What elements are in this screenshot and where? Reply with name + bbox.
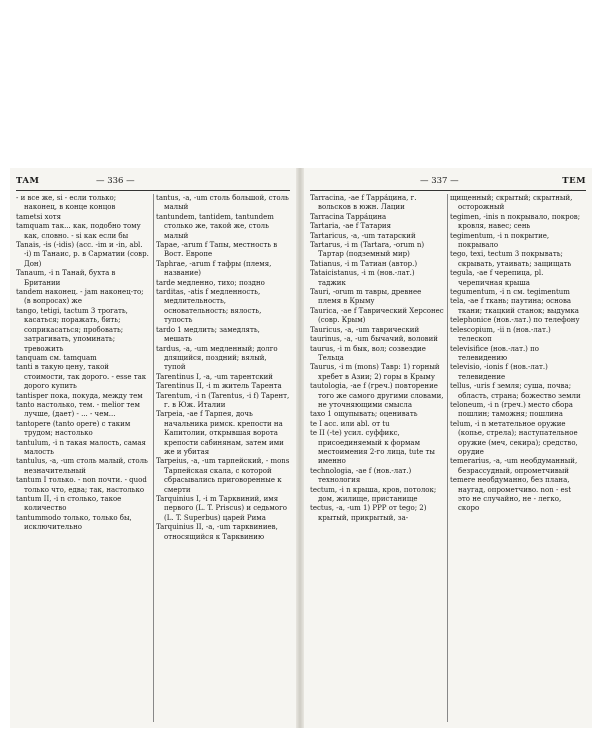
dictionary-entry: tegumentum, ‑i n см. tegimentum bbox=[450, 288, 570, 297]
dictionary-entry: Tarracina Тарра́цина bbox=[310, 212, 387, 221]
dictionary-entry: tela, ‑ae f ткань; паутина; основа ткани; ткацкий станок; выдумка bbox=[450, 297, 579, 315]
dictionary-entry: Taphrae, ‑arum f тафры (племя, название) bbox=[156, 259, 272, 278]
dictionary-entry: taurus, ‑i m бык, вол; созвездие Тельца bbox=[310, 344, 426, 362]
dictionary-entry: telescopium, ‑ii n (нов.‑лат.) телескоп bbox=[450, 325, 551, 344]
dictionary-entry: tandem наконец. ‑ jam наконец‑то; (в вопросах) же bbox=[16, 288, 144, 306]
page-number: — 336 — bbox=[96, 176, 135, 186]
dictionary-entry: Tapae, ‑arum f Тапы, местность в Вост. Европе bbox=[156, 241, 278, 259]
dictionary-entry: temerarius, ‑a, ‑um необдуманный, безрассудный, опрометчивый bbox=[450, 457, 578, 475]
dictionary-entry: tarditas, ‑atis f медленность, медлительность, основательность; вялость, тупость bbox=[156, 288, 262, 325]
dictionary-entry: tardus, ‑a, ‑um медленный; долго длящийся, поздний; вялый, тупой bbox=[156, 344, 278, 372]
dictionary-entry: щищенный; скрытый; скрытный, осторожный bbox=[450, 194, 573, 212]
dictionary-entry: televisifice (нов.‑лат.) по телевидению bbox=[450, 344, 540, 362]
dictionary-entry: tantisper пока, покуда, между тем bbox=[16, 391, 143, 400]
dictionary-entry: tanti в такую цену, такой стоимости, так дорого. ‑ esse так дорого купить bbox=[16, 363, 147, 391]
dictionary-entry: tectum, ‑i n крыша, кров, потолок; дом, жилище, пристанище bbox=[310, 485, 437, 503]
dictionary-entry: Tarpeius, ‑a, ‑um тарпейский, ‑ mons Тарпейская скала, с которой сбрасывались приговоренные к смерти bbox=[156, 457, 290, 494]
dictionary-entry: tego, texi, tectum 3 покрывать; скрывать, утаивать; защищать bbox=[450, 250, 572, 268]
dictionary-entry: teloneum, ‑i n (греч.) место сбора пошлин; таможня; пошлина bbox=[450, 400, 573, 419]
dictionary-entry: Tarquinius II, ‑a, ‑um тарквиниев, относящийся к Тарквинию bbox=[156, 523, 278, 541]
dictionary-entry: Tartarus, ‑i m (Tartara, ‑orum n) Тартар (подземный мир) bbox=[310, 241, 425, 259]
dictionary-entry: tamquam так... как, подобно тому как, словно. ‑ si как если бы bbox=[16, 222, 141, 240]
dictionary-entry: Tarentum, ‑i n (Tarentus, ‑i f) Тарент, г. в Юж. Италии bbox=[156, 391, 290, 409]
dictionary-entry: Tanais, ‑is (‑idis) (acc. ‑im и ‑in, abl. ‑i) m Танаис, р. в Сарматии (совр. Дон) bbox=[16, 241, 149, 268]
page-header bbox=[16, 174, 290, 188]
dictionary-entry: taxo 1 ощупывать; оценивать bbox=[310, 410, 418, 419]
dictionary-entry: Tatianus, ‑i m Татиан (автор.) bbox=[310, 259, 418, 268]
book-gutter bbox=[296, 168, 304, 728]
dictionary-entry: Tataicistanus, ‑i m (нов.‑лат.) таджик bbox=[310, 269, 415, 287]
dictionary-entry: Tarpeia, ‑ae f Тарпея, дочь начальника римск. крепости на Капитолии, открывшая ворота крепости сабинянам, затем ими же и убитая bbox=[156, 410, 284, 456]
column-divider bbox=[153, 194, 154, 722]
dictionary-entry: telephonice (нов.‑лат.) по телефону bbox=[450, 316, 580, 325]
dictionary-entry: telum, ‑i n метательное оружие (копье, стрела); наступательное оружие (меч, секира); средство, орудие bbox=[450, 419, 578, 456]
dictionary-entry: technologia, ‑ae f (нов.‑лат.) технология bbox=[310, 466, 412, 485]
dictionary-entry: tantummodo только, только бы, исключительно bbox=[16, 513, 132, 532]
dictionary-entry: te I acc. или abl. от tu bbox=[310, 419, 390, 428]
right-page bbox=[304, 168, 592, 728]
dictionary-entry: tautologia, ‑ae f (греч.) повторение того же самого другими словами, не уточняющими смысла bbox=[310, 382, 444, 409]
column-2 bbox=[156, 194, 290, 722]
dictionary-entry: temere необдуманно, без плана, наугад, опрометчиво. non ‑ est это не случайно, не ‑ легко, скоро bbox=[450, 476, 572, 513]
header-rule bbox=[16, 190, 290, 191]
dictionary-entry: Tarentinus I, ‑a, ‑um тарентский bbox=[156, 372, 273, 381]
column-divider bbox=[447, 194, 448, 722]
dictionary-entry: Tarquinius I, ‑i m Тарквиний, имя первого (L. T. Priscus) и седьмого (L. T. Superbus) царей Рима bbox=[156, 495, 287, 522]
dictionary-entry: tantus, ‑a, ‑um столь большой, столь малый bbox=[156, 194, 289, 212]
dictionary-entry: Taurica, ‑ae f Таврический Херсонес (совр. Крым) bbox=[310, 306, 444, 325]
dictionary-entry: tantulus, ‑a, ‑um столь малый, столь незначительный bbox=[16, 457, 148, 475]
dictionary-entry: tantum II, ‑i n столько, такое количество bbox=[16, 495, 122, 513]
dictionary-entry: Tauricus, ‑a, ‑um таврический bbox=[310, 325, 420, 334]
dictionary-entry: tantundem, tantidem, tantundem столько же, такой же, столь малый bbox=[156, 212, 274, 240]
header-guide-word: TEM bbox=[562, 176, 586, 186]
dictionary-entry: taurinus, ‑a, ‑um бычачий, воловий bbox=[310, 335, 438, 344]
left-page bbox=[10, 168, 296, 728]
dictionary-entry: tantopere (tanto opere) с таким трудом; настолько bbox=[16, 419, 131, 438]
column-1 bbox=[16, 194, 150, 722]
dictionary-entry: tanquam см. tamquam bbox=[16, 353, 97, 362]
page-header bbox=[310, 174, 586, 188]
dictionary-entry: Tauri, ‑orum m тавры, древнее племя в Крыму bbox=[310, 288, 422, 306]
dictionary-entry: Tartaria, ‑ae f Татария bbox=[310, 222, 392, 231]
dictionary-entry: Taurus, ‑i m (mons) Тавр: 1) горный хребет в Азии; 2) горы в Крыму bbox=[310, 363, 440, 381]
page-number: — 337 — bbox=[420, 176, 459, 186]
dictionary-entry: Tartaricus, ‑a, ‑um татарский bbox=[310, 231, 416, 240]
columns bbox=[310, 194, 586, 722]
dictionary-entry: tango, tetigi, tactum 3 трогать, касаться; поражать, бить; соприкасаться; пробовать; затрагивать, упоминать; тревожить bbox=[16, 306, 128, 353]
dictionary-entry: tegimentum, ‑i n покрытие, покрывало bbox=[450, 231, 550, 250]
dictionary-entry: Tanaum, ‑i n Танай, бухта в Британии bbox=[16, 269, 116, 287]
dictionary-entry: tardo 1 медлить; замедлять, мешать bbox=[156, 325, 260, 344]
header-rule bbox=[310, 190, 586, 191]
column-1 bbox=[310, 194, 444, 722]
dictionary-entry: tegimen, ‑inis n покрывало, покров; кровля, навес; сень bbox=[450, 212, 581, 231]
dictionary-entry: Tarentinus II, ‑i m житель Тарента bbox=[156, 382, 282, 391]
dictionary-entry: televisio, ‑ionis f (нов.‑лат.) телевидение bbox=[450, 363, 548, 381]
columns bbox=[16, 194, 290, 722]
dictionary-entry: tantum I только. ‑ non почти. ‑ quod только что, едва; так, настолько bbox=[16, 476, 147, 494]
dictionary-entry: tanto настолько, тем. ‑ melior тем лучше, (дает) ‑ ... ‑ чем... bbox=[16, 400, 140, 419]
dictionary-entry: tectus, ‑a, ‑um 1) PPP от tego; 2) крытый, прикрытый, за‑ bbox=[310, 504, 427, 522]
dictionary-entry: tantulum, ‑i n такая малость, самая малость bbox=[16, 438, 146, 456]
dictionary-entry: te II (‑te) усил. суффикс, присоединяемый к формам местоимения 2‑го лица, tute ты именно bbox=[310, 429, 435, 466]
dictionary-entry: tametsi хотя bbox=[16, 212, 62, 221]
header-guide-word: TAM bbox=[16, 176, 40, 186]
dictionary-entry: Tarracina, ‑ae f Тарра́цина, г. вольсков в южн. Лации bbox=[310, 194, 417, 212]
column-2 bbox=[450, 194, 584, 722]
dictionary-entry: tellus, ‑uris f земля; суша, почва; область, страна; божество земли bbox=[450, 382, 581, 400]
dictionary-entry: tegula, ‑ae f черепица, pl. черепичная крыша bbox=[450, 269, 544, 287]
dictionary-entry: tarde медленно, тихо; поздно bbox=[156, 278, 265, 287]
dictionary-entry: ‑ и все же, si ‑ если только; наконец, в конце концов bbox=[16, 194, 117, 212]
